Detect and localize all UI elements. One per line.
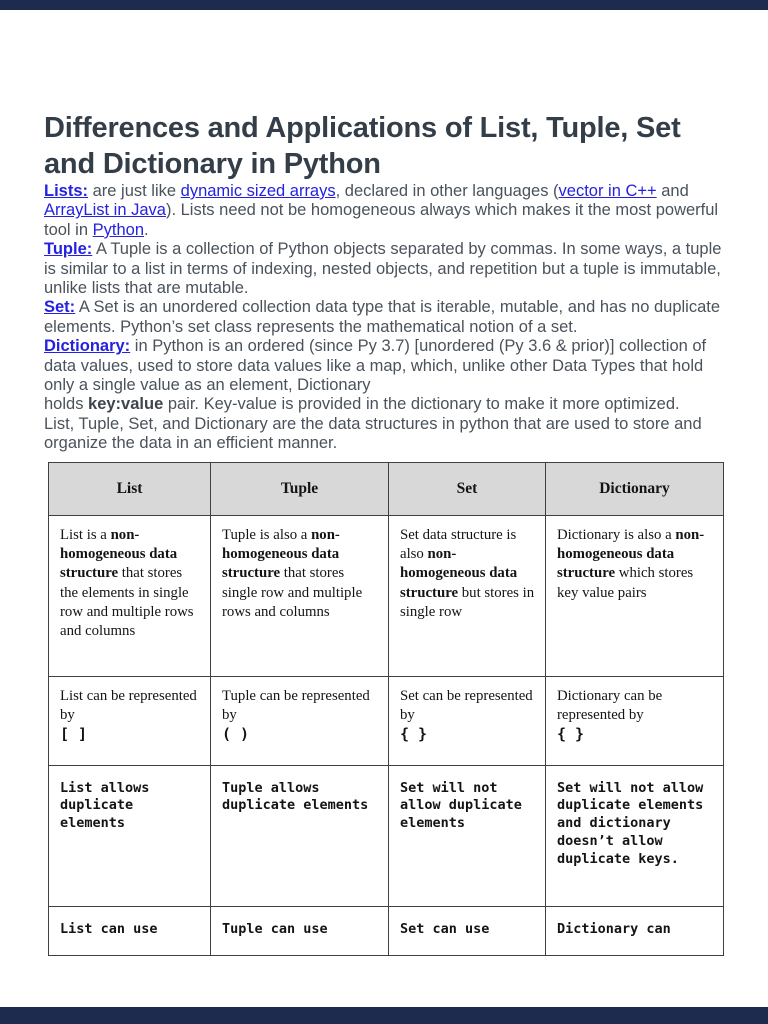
table-cell — [211, 906, 389, 955]
text-segment: Set data structure is also — [400, 526, 517, 562]
document-content — [0, 10, 768, 956]
text-segment: Dictionary can be represented by — [557, 687, 663, 723]
table-cell — [49, 906, 211, 955]
table-header-row — [49, 462, 724, 515]
text-segment: Set can be represented by — [400, 687, 533, 723]
text-segment: List can be represented by — [60, 687, 197, 723]
viewer-background-top — [0, 0, 768, 10]
text-segment: and — [656, 182, 689, 200]
hyperlink[interactable]: Lists: — [44, 182, 89, 200]
paragraph — [44, 298, 724, 337]
column-header: Tuple — [211, 462, 389, 515]
text-segment: in Python is an ordered (since Py 3.7) [unordered (Py 3.6 & prior)] collection of data values, used to store data values like a map, which, unlike other Data Types that hold only a single value as an element, Dictionary — [44, 337, 707, 395]
hyperlink[interactable]: dynamic sized arrays — [180, 182, 336, 200]
text-segment: non-homogeneous data structure — [557, 526, 705, 582]
table-cell — [49, 765, 211, 906]
text-segment: holds — [44, 395, 89, 414]
table-cell — [389, 906, 546, 955]
table-row — [49, 676, 724, 765]
paragraph — [44, 182, 724, 240]
text-segment: , declared in other languages ( — [335, 182, 559, 200]
text-segment: pair. Key-value is provided in the dictionary to make it more optimized. — [163, 395, 680, 414]
text-segment: ( ) — [222, 725, 250, 744]
hyperlink[interactable]: vector in C++ — [558, 182, 657, 200]
table-cell — [49, 515, 211, 676]
comparison-table — [48, 462, 724, 956]
hyperlink[interactable]: Python — [92, 220, 144, 239]
table-cell — [546, 906, 724, 955]
table-body — [49, 515, 724, 955]
text-segment: Tuple can use — [222, 920, 328, 937]
column-header: Dictionary — [546, 462, 724, 515]
table-cell — [211, 515, 389, 676]
text-segment: Set will not allow duplicate elements and dictionary doesn’t allow duplicate keys. — [557, 779, 704, 867]
table-cell — [211, 676, 389, 765]
table-cell — [389, 765, 546, 906]
text-segment: List is a — [60, 526, 111, 543]
table-cell — [211, 765, 389, 906]
text-segment: non-homogeneous data structure — [222, 526, 340, 582]
text-segment: Dictionary can — [557, 920, 671, 937]
column-header: List — [49, 462, 211, 515]
table-row — [49, 765, 724, 906]
text-segment: [ ] — [60, 725, 88, 744]
text-segment: Tuple is also a — [222, 526, 312, 543]
article-paragraphs — [44, 182, 724, 454]
text-segment: non-homogeneous data structure — [400, 545, 518, 601]
text-segment: Tuple allows duplicate elements — [222, 779, 369, 814]
text-segment: Dictionary is also a — [557, 526, 676, 543]
table-cell — [389, 515, 546, 676]
paragraph — [44, 240, 724, 298]
text-segment: key:value — [88, 395, 164, 414]
text-segment: { } — [400, 725, 428, 744]
text-segment: List, Tuple, Set, and Dictionary are the data structures in python that are used to store and organize the data in an efficient manner. — [44, 414, 702, 453]
table-cell — [49, 676, 211, 765]
text-segment: but stores in single row — [400, 584, 535, 620]
column-header: Set — [389, 462, 546, 515]
text-segment: which stores key value pairs — [557, 565, 694, 601]
table-row — [49, 515, 724, 676]
hyperlink[interactable]: Dictionary: — [44, 337, 131, 356]
paragraph — [44, 337, 724, 415]
table-cell — [546, 765, 724, 906]
text-segment: Set will not allow duplicate elements — [400, 779, 522, 832]
paragraph — [44, 415, 724, 454]
text-segment: non-homogeneous data structure — [60, 526, 178, 582]
text-segment: Set can use — [400, 920, 490, 937]
text-segment: Tuple can be represented by — [222, 687, 370, 723]
text-segment: List allows duplicate elements — [60, 779, 150, 832]
table-cell — [546, 515, 724, 676]
page-title: Differences and Applications of List, Tuple, Set and Dictionary in Python — [44, 112, 681, 180]
text-segment: List can use — [60, 920, 158, 937]
table-cell — [389, 676, 546, 765]
text-segment: are just like — [88, 182, 181, 200]
table-cell — [546, 676, 724, 765]
text-segment: A Set is an unordered collection data type that is iterable, mutable, and has no duplicate elements. Python’s set class represents the mathematical notion of a set. — [44, 298, 721, 336]
hyperlink[interactable]: Tuple: — [44, 240, 93, 259]
hyperlink[interactable]: Set: — [44, 298, 76, 317]
text-segment: { } — [557, 725, 585, 744]
text-segment: A Tuple is a collection of Python objects separated by commas. In some ways, a tuple is similar to a list in terms of indexing, nested objects, and repetition but a tuple is immutable, unlike lists that are mutable. — [44, 240, 722, 298]
table-row — [49, 906, 724, 955]
hyperlink[interactable]: ArrayList in Java — [44, 201, 166, 220]
document-page — [0, 10, 768, 1007]
text-segment: that stores single row and multiple rows and columns — [222, 565, 363, 620]
viewer-background-bottom — [0, 1007, 768, 1024]
text-segment: ). Lists need not be homogeneous always which makes it the most powerful tool in — [44, 201, 719, 239]
text-segment: that stores the elements in single row and multiple rows and columns — [60, 565, 194, 640]
text-segment: . — [144, 220, 149, 239]
